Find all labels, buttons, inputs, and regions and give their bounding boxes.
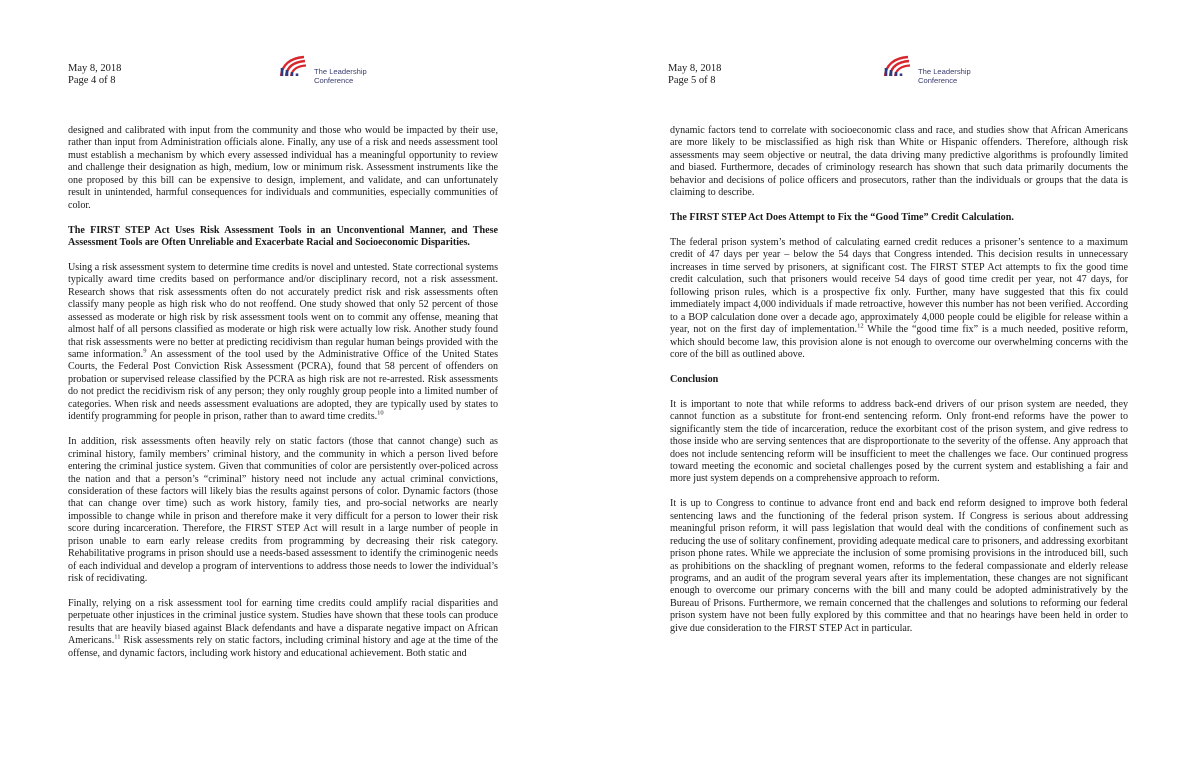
paragraph: It is up to Congress to continue to advance front end and back end reform designed to improve both federal sentencing laws and the functioning of the federal prison system. If Congress is serious about addressing meaningful prison reform, it will pass legislation that would deal with the conditions of confinement such as reducing the use of solitary confinement, providing adequate medical care to prisoners, and addressing exorbitant prison phone rates. While we appreciate the inclusion of some promising provisions in the introduced bill, such as prohibitions on the shackling of pregnant women, reforms to the federal compassionate and elderly release programs, and an audit of the program several years after its implementation, these changes are not significant enough to overcome our primary concerns with the bill and many could be adopted administratively by the Bureau of Prisons. Furthermore, we remain concerned that the challenges and solutions to reforming our federal prison system have not been fully explored by this committee and that no hearings have been held in order to give due consideration to the FIRST STEP Act in particular.: [670, 498, 1128, 634]
paragraph: In addition, risk assessments often heavily rely on static factors (those that cannot change) such as criminal history, family members’ criminal history, and the community in which a person lived before entering the criminal justice system. Given that communities of color are persistently over-policed across the nation and that a person’s “criminal” history need not include any actual criminal convictions, consideration of these factors will likely bias the results against persons of color. Dynamic factors (those that can change over time) such as work history, family ties, and pro-social networks are nearly impossible to change while in prison and therefore make it very difficult for a person to lower their risk score during incarceration. Therefore, the FIRST STEP Act will result in a large number of people in prison unable to earn early release credits from programming by decreasing their risk category. Rehabilitative programs in prison should use a needs-based assessment to identify the criminogenic needs of each individual and develop a program of interventions to address those needs to lower the individual’s risk of recidivating.: [68, 436, 498, 585]
logo-text: [314, 67, 367, 85]
paragraph: designed and calibrated with input from the community and those who would be impacted by their use, rather than input from Administration officials alone. Finally, any use of a risk and needs assessment tool must establish a mechanism by which every assessed individual has a meaningful opportunity to review and challenge their designation as high, medium, low or minimum risk. Assessment instruments like the one proposed by this bill can be expensive to design, implement, and validate, and can unfortunately result in unintended, harmful consequences for individuals and communities, especially communities of color.: [68, 125, 498, 211]
page-body: [68, 125, 498, 673]
footnote-reference[interactable]: 10: [377, 409, 384, 417]
page-body: [670, 125, 1128, 648]
paragraph: [68, 262, 498, 424]
paragraph-text: The federal prison system’s method of calculating earned credit reduces a prisoner’s sentence to a maximum credit of 47 days per year – below the 54 days that Congress intended. This decision results in unnecessary increases in time served by prisoners, at significant cost. The FIRST STEP Act attempts to fix the good time credit calculation, such that prisoners would receive 54 days of good time credit per year, not 47 days, for following prison rules, which is a prospective fix only. Further, many have suggested that this fix could immediately impact 4,000 individuals if made retroactive, however this number has not been verified. According to a BOP calculation done over a decade ago, approximately 4,000 people could be eligible for release within a year, not on the first day of implementation.: [670, 236, 1128, 336]
document-page-5: [600, 0, 1200, 777]
leadership-logo-icon: [882, 55, 916, 77]
paragraph: dynamic factors tend to correlate with socioeconomic class and race, and studies show that African Americans are more likely to be misclassified as high risk than White or Hispanic offenders. Therefore, although risk assessments may seem objective or neutral, the data driving many predictive algorithms is profoundly limited and biased. Furthermore, decades of criminology research has shown that such data primarily documents the behavior and decisions of police officers and prosecutors, rather than the individuals or groups that the data is claiming to describe.: [670, 125, 1128, 199]
logo-text: [918, 67, 971, 85]
header-date: May 8, 2018: [68, 63, 122, 74]
page-header: [668, 63, 721, 87]
header-date: May 8, 2018: [668, 63, 722, 74]
section-heading: The FIRST STEP Act Uses Risk Assessment Tools in an Unconventional Manner, and These Assessment Tools are Often Unreliable and Exacerbate Racial and Socioeconomic Disparities.: [68, 224, 498, 249]
header-page-number: Page 4 of 8: [68, 75, 116, 86]
logo-line-2: Conference: [918, 76, 958, 85]
paragraph: [670, 237, 1128, 362]
leadership-conference-logo: [278, 55, 367, 85]
logo-line-1: The Leadership: [918, 67, 971, 76]
page-header: [68, 63, 121, 87]
leadership-conference-logo: [882, 55, 971, 85]
logo-line-1: The Leadership: [314, 67, 367, 76]
leadership-logo-icon: [278, 55, 312, 77]
footnote-reference[interactable]: 9: [143, 347, 147, 355]
footnote-reference[interactable]: 12: [857, 322, 864, 330]
footnote-reference[interactable]: 11: [114, 633, 121, 641]
logo-line-2: Conference: [314, 76, 354, 85]
header-page-number: Page 5 of 8: [668, 75, 716, 86]
paragraph: [68, 598, 498, 660]
paragraph: It is important to note that while reforms to address back-end drivers of our prison system are needed, they cannot function as a substitute for front-end sentencing reform. Only front-end reforms have the power to significantly stem the tide of incarceration, reduce the exorbitant cost of the prison system, and give redress to those inside who are serving sentences that are disproportionate to the severity of the offense. Any approach that does not include sentencing reform will be insufficient to meet the challenges we face. Our continued progress toward meeting the economic and societal challenges posed by the current system and establishing a fair and more just system depends on a comprehensive approach to reform.: [670, 398, 1128, 485]
paragraph-text: Risk assessments rely on static factors, including criminal history and age at the time of the offense, and dynamic factors, including work history and educational achievement. Both static and: [68, 635, 498, 659]
paragraph-text: Finally, relying on a risk assessment tool for earning time credits could amplify racial disparities and perpetuate other injustices in the criminal justice system. Studies have shown that these tools can produce results that are heavily biased against Black defendants and have a disparate negative impact on African Americans.: [68, 597, 498, 647]
section-heading: The FIRST STEP Act Does Attempt to Fix the “Good Time” Credit Calculation.: [670, 212, 1014, 224]
paragraph-text: An assessment of the tool used by the Administrative Office of the United States Courts, the Federal Post Conviction Risk Assessment (PCRA), found that 58 percent of offenders on probation or supervised release classified by the PCRA as high risk are not re-arrested. Risk assessments do not predict the recidivism risk of any person; they only roughly group people into a limited number of categories. When risk and needs assessment evaluations are adopted, they are typically used by states to identify programming for people in prison, rather than to award time credits.: [68, 349, 498, 423]
paragraph-text: While the “good time fix” is a much needed, positive reform, which should become law, this provision alone is not enough to overcome our overwhelming concerns with the core of the bill as outlined above.: [670, 324, 1128, 361]
section-heading: Conclusion: [670, 373, 719, 385]
paragraph-text: Using a risk assessment system to determine time credits is novel and untested. State correctional systems typically award time credits based on performance and/or disciplinary record, not a risk assessment. Research shows that risk assessments often do not accurately predict risk and risk assessments often classify many people as high risk who do not reoffend. One study showed that only 52 percent of those assessed as moderate or high risk by risk assessment tools went on to commit any offense, meaning that almost half of all persons classified as moderate or high risk were actually low risk. Another study found that risk assessments were no better at predicting recidivism than regular human beings provided with the same information.: [68, 261, 498, 361]
